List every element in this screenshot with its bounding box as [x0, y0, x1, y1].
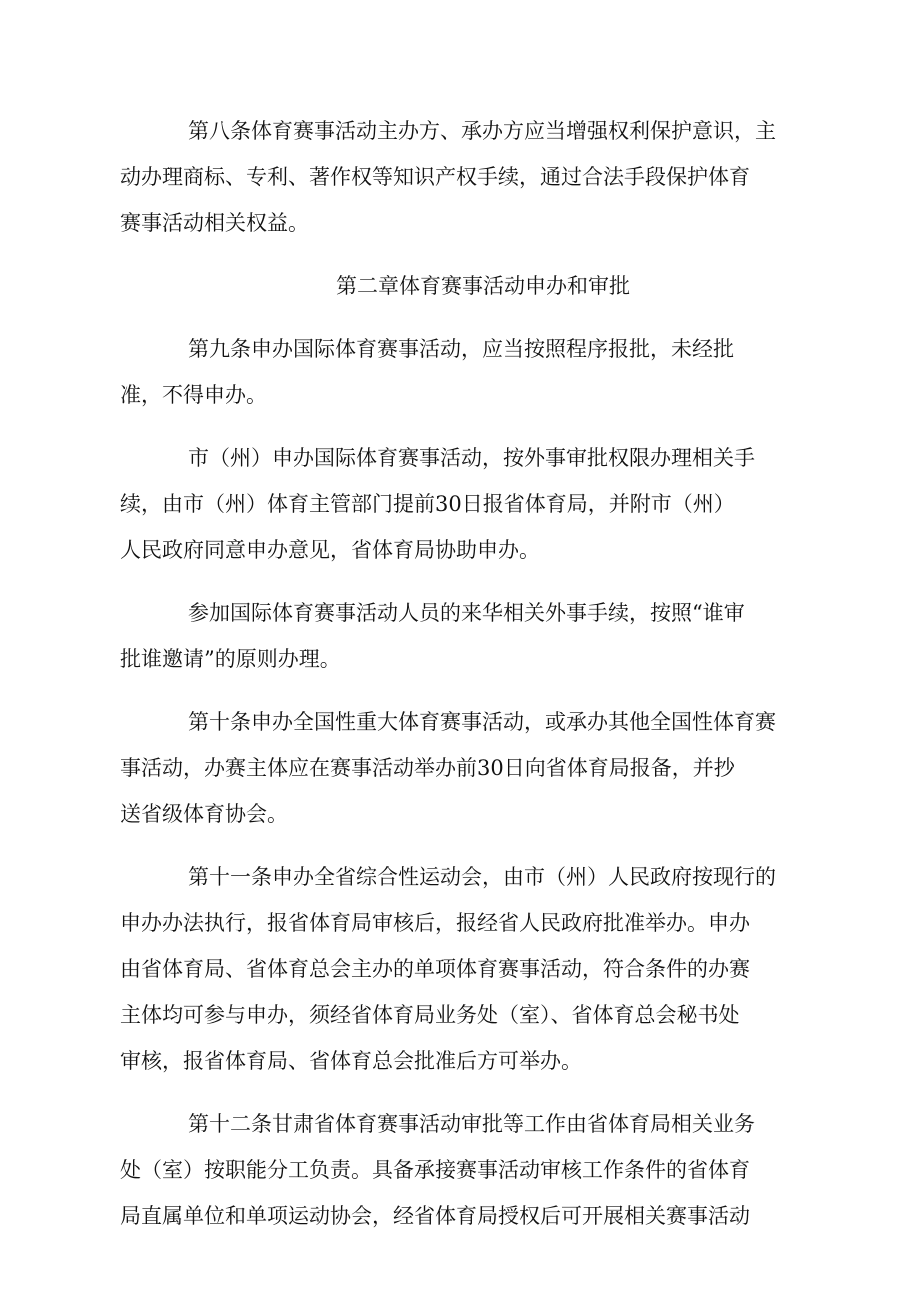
article-12-paragraph	[120, 1101, 792, 1239]
article-11-paragraph	[120, 854, 792, 1084]
text-line: 续，由市（州）体育主管部门提前30日报省体育局，并附市（州）	[120, 492, 735, 516]
article-9-clause-2-paragraph	[120, 435, 792, 573]
document-body	[120, 108, 792, 1256]
text-line: 第十一条申办全省综合性运动会，由市（州）人民政府按现行的	[188, 865, 776, 889]
text-line: 人民政府同意申办意见，省体育局协助申办。	[120, 538, 540, 562]
article-9-clause-3-paragraph	[120, 590, 792, 682]
article-9-paragraph	[120, 326, 792, 418]
text-line: 第十条申办全国性重大体育赛事活动，或承办其他全国性体育赛	[188, 710, 776, 734]
text-line: 主体均可参与申办，须经省体育局业务处（室）、省体育总会秘书处	[120, 1003, 740, 1027]
text-line: 市（州）申办国际体育赛事活动，按外事审批权限办理相关手	[188, 446, 755, 470]
text-line: 局直属单位和单项运动协会，经省体育局授权后可开展相关赛事活动	[120, 1204, 750, 1228]
text-line: 由省体育局、省体育总会主办的单项体育赛事活动，符合条件的办赛	[120, 957, 750, 981]
article-10-paragraph	[120, 699, 792, 837]
text-line: 审核，报省体育局、省体育总会批准后方可举办。	[120, 1049, 582, 1073]
heading-line: 第二章体育赛事活动申办和审批	[336, 274, 630, 298]
text-line: 申办办法执行，报省体育局审核后，报经省人民政府批准举办。申办	[120, 911, 750, 935]
text-line: 处（室）按职能分工负责。具备承接赛事活动审核工作条件的省体育	[120, 1158, 750, 1182]
text-line: 第十二条甘肃省体育赛事活动审批等工作由省体育局相关业务	[188, 1112, 755, 1136]
text-line: 第八条体育赛事活动主办方、承办方应当增强权利保护意识，主	[188, 119, 776, 143]
text-line: 准，不得申办。	[120, 383, 267, 407]
text-line: 事活动，办赛主体应在赛事活动举办前30日向省体育局报备，并抄	[120, 756, 735, 780]
text-line: 批谁邀请”的原则办理。	[120, 647, 341, 671]
text-line: 动办理商标、专利、著作权等知识产权手续，通过合法手段保护体育	[120, 165, 750, 189]
text-line: 赛事活动相关权益。	[120, 211, 309, 235]
text-line: 送省级体育协会。	[120, 802, 288, 826]
chapter-2-heading	[120, 263, 792, 309]
text-line: 参加国际体育赛事活动人员的来华相关外事手续，按照“谁审	[188, 601, 745, 625]
article-8-paragraph	[120, 108, 792, 246]
text-line: 第九条申办国际体育赛事活动，应当按照程序报批，未经批	[188, 337, 734, 361]
